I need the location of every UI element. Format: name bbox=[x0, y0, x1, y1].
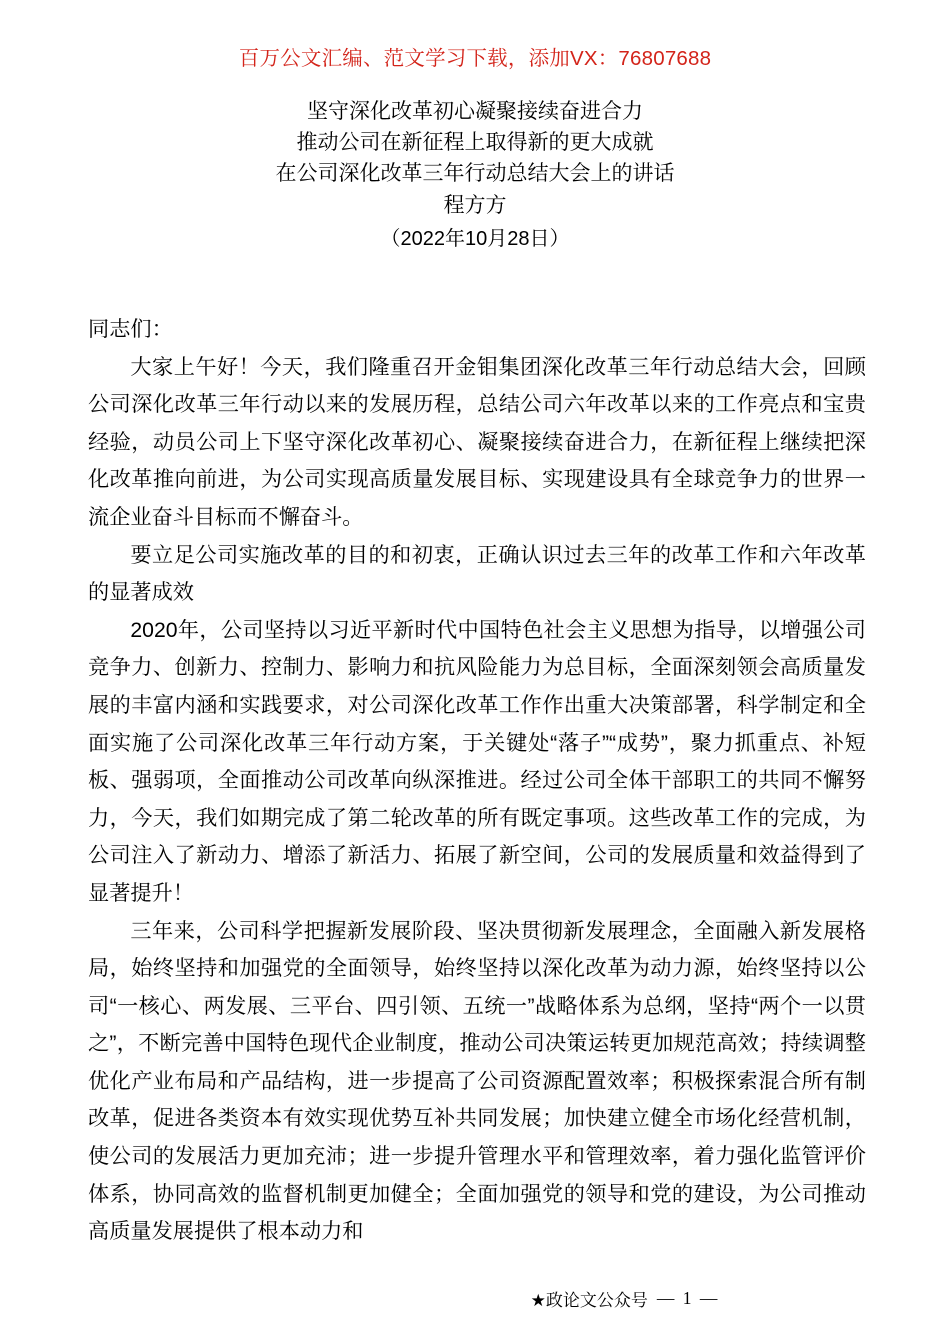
paragraph-three-years: 三年来，公司科学把握新发展阶段、坚决贯彻新发展理念，全面融入新发展格局，始终坚持和加强党的全面领导，始终坚持以深化改革为动力源，始终坚持以公司“一核心、两发展、三平台、四引领、五统一”战略体系为总纲，坚持“两个一以贯之”，不断完善中国特色现代企业制度，推动公司决策运转更加规范高效；持续调整优化产业布局和产品结构，进一步提高了公司资源配置效率；积极探索混合所有制改革，促进各类资本有效实现优势互补共同发展；加快建立健全市场化经营机制，使公司的发展活力更加充沛；进一步提升管理水平和管理效率，着力强化监管评价体系，协同高效的监督机制更加健全；全面加强党的领导和党的建设，为公司推动高质量发展提供了根本动力和 bbox=[88, 919, 866, 1244]
document-title-line-3: 在公司深化改革三年行动总结大会上的讲话 bbox=[275, 162, 675, 185]
paragraph-salutation: 同志们： bbox=[88, 318, 173, 341]
document-title-line-1: 坚守深化改革初心凝聚接续奋进合力 bbox=[307, 100, 643, 123]
footer-watermark: ★政论文公众号 bbox=[530, 1291, 648, 1310]
footer-inner bbox=[531, 1286, 720, 1311]
paragraph-2020-reform: 2020年，公司坚持以习近平新时代中国特色社会主义思想为指导，以增强公司竞争力、创新力、控制力、影响力和抗风险能力为总目标，全面深刻领会高质量发展的丰富内涵和实践要求，对公司深化改革工作作出重大决策部署，科学制定和全面实施了公司深化改革三年行动方案，于关键处“落子”“成势”，聚力抓重点、补短板、强弱项，全面推动公司改革向纵深推进。经过公司全体干部职工的共同不懈努力，今天，我们如期完成了第二轮改革的所有既定事项。这些改革工作的完成，为公司注入了新动力、增添了新活力、拓展了新空间，公司的发展质量和效益得到了显著提升！ bbox=[88, 618, 866, 905]
document-body bbox=[88, 311, 866, 1251]
document-author: 程方方 bbox=[443, 194, 507, 217]
page-number: — 1 — bbox=[656, 1288, 720, 1308]
document-date: （2022年10月28日） bbox=[380, 228, 570, 250]
document-title-line-2: 推动公司在新征程上取得新的更大成就 bbox=[296, 131, 654, 154]
title-block bbox=[0, 96, 950, 256]
paragraph-opening: 大家上午好！今天，我们隆重召开金钼集团深化改革三年行动总结大会，回顾公司深化改革三年行动以来的发展历程，总结公司六年改革以来的工作亮点和宝贵经验，动员公司上下坚守深化改革初心、凝聚接续奋进合力，在新征程上继续把深化改革推向前进，为公司实现高质量发展目标、实现建设具有全球竞争力的世界一流企业奋斗目标而不懈奋斗。 bbox=[88, 355, 866, 529]
page-footer bbox=[0, 1286, 950, 1311]
promo-banner-text: 百万公文汇编、范文学习下载，添加VX：76807688 bbox=[238, 47, 712, 70]
paragraph-section-heading: 要立足公司实施改革的目的和初衷，正确认识过去三年的改革工作和六年改革的显著成效 bbox=[88, 543, 866, 605]
